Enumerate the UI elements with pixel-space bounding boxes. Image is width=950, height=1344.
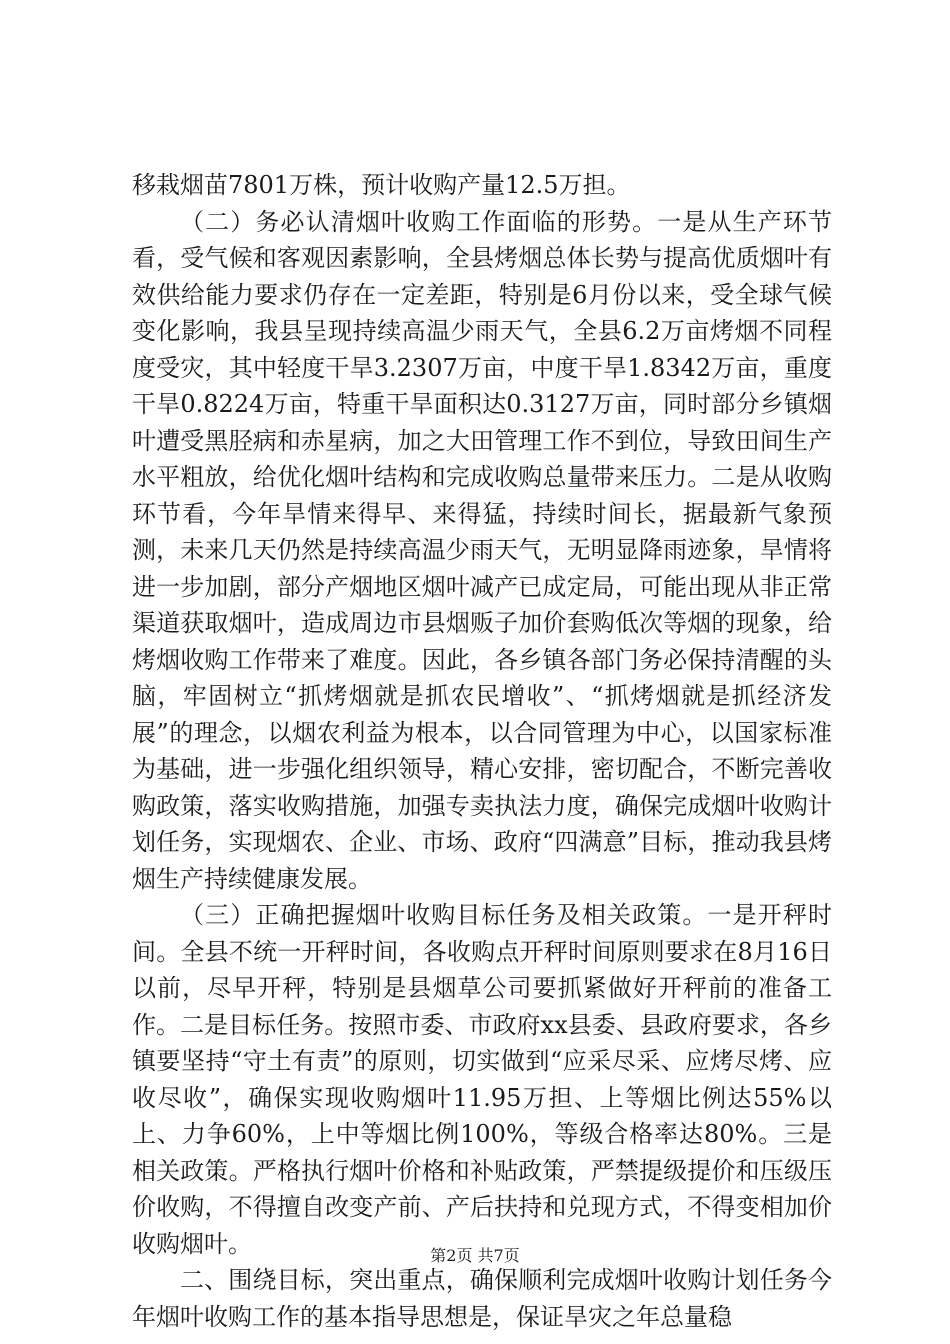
paragraph-situation: （二）务必认清烟叶收购工作面临的形势。一是从生产环节看，受气候和客观因素影响，全县烤烟总体长势与提高优质烟叶有效供给能力要求仍存在一定差距，特别是6月份以来，受全球气候变化影响，我县呈现持续高温少雨天气，全县6.2万亩烤烟不同程度受灾，其中轻度干旱3.2307万亩，中度干旱1.8342万亩，重度干旱0.8224万亩，特重干旱面积达0.3127万亩，同时部分乡镇烟叶遭受黑胫病和赤星病，加之大田管理工作不到位，导致田间生产水平粗放，给优化烟叶结构和完成收购总量带来压力。二是从收购环节看，今年旱情来得早、来得猛，持续时间长，据最新气象预测，未来几天仍然是持续高温少雨天气，无明显降雨迹象，旱情将进一步加剧，部分产烟地区烟叶减产已成定局，可能出现从非正常渠道获取烟叶，造成周边市县烟贩子加价套购低次等烟的现象，给烤烟收购工作带来了难度。因此，各乡镇各部门务必保持清醒的头脑，牢固树立“抓烤烟就是抓农民增收”、“抓烤烟就是抓经济发展”的理念，以烟农利益为根本，以合同管理为中心，以国家标准为基础，进一步强化组织领导，精心安排，密切配合，不断完善收购政策，落实收购措施，加强专卖执法力度，确保完成烟叶收购计划任务，实现烟农、企业、市场、政府“四满意”目标，推动我县烤烟生产持续健康发展。	[132, 207, 832, 893]
page-footer: 第2页 共7页	[430, 1246, 520, 1265]
document-body	[132, 167, 832, 1335]
paragraph-targets-policies: （三）正确把握烟叶收购目标任务及相关政策。一是开秤时间。全县不统一开秤时间，各收购点开秤时间原则要求在8月16日以前，尽早开秤，特别是县烟草公司要抓紧做好开秤前的准备工作。二是目标任务。按照市委、市政府xx县委、县政府要求，各乡镇要坚持“守土有责”的原则，切实做到“应采尽采、应烤尽烤、应收尽收”，确保实现收购烟叶11.95万担、上等烟比例达55%以上、力争60%，上中等烟比例100%，等级合格率达80%。三是相关政策。严格执行烟叶价格和补贴政策，严禁提级提价和压级压价收购，不得擅自改变产前、产后扶持和兑现方式，不得变相加价收购烟叶。	[132, 901, 832, 1258]
paragraph-section-two: 二、围绕目标，突出重点，确保顺利完成烟叶收购计划任务今年烟叶收购工作的基本指导思想是，保证旱灾之年总量稳	[132, 1266, 832, 1331]
paragraph-continuation: 移栽烟苗7801万株，预计收购产量12.5万担。	[132, 171, 631, 199]
